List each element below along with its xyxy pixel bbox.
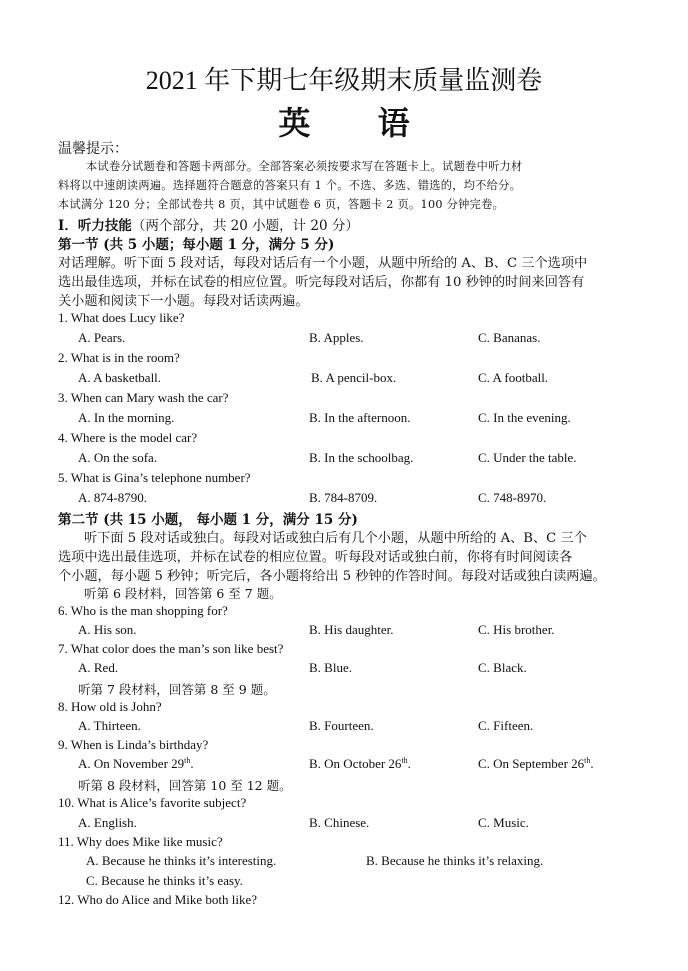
section1-heading: 第一节 (共 5 小题；每小题 1 分，满分 5 分) [58,237,335,253]
ordinal-suffix: th [401,756,408,765]
question-9-option-a [78,756,194,772]
question-12: 12. Who do Alice and Mike both like? [58,892,258,907]
notice-line-1: 本试卷分试题卷和答题卡两部分。全部答案必须按要求写在答题卡上。试题卷中听力材 [86,160,523,173]
question-2: 2. What is in the room? [58,350,180,365]
material-6-note: 听第 6 段材料，回答第 6 至 7 题。 [84,586,282,601]
question-6-option-c: C. His brother. [478,622,555,637]
question-5-option-c: C. 748-8970. [478,490,547,505]
exam-title: 2021 年下期七年级期末质量监测卷 [145,66,543,95]
part1-heading-main: I．听力技能 [58,218,132,234]
question-3: 3. When can Mary wash the car? [58,390,229,405]
question-10-option-a: A. English. [78,815,137,830]
notice-line-2: 料将以中速朗读两遍。选择题符合题意的答案只有 1 个。不选、多选、错选的，均不给分。 [58,179,522,192]
section1-instruction-2: 选出最佳选项，并标在试卷的相应位置。听完每段对话后，你都有 10 秒钟的时间来回答有 [58,275,585,290]
question-10-option-c: C. Music. [478,815,529,830]
question-11-option-b: B. Because he thinks it’s relaxing. [366,853,544,868]
question-11: 11. Why does Mike like music? [58,834,223,849]
period: . [407,756,411,771]
ordinal-suffix: th [184,756,191,765]
question-5: 5. What is Gina’s telephone number? [58,470,251,485]
section2-instruction-2: 选项中选出最佳选项，并标在试卷的相应位置。听每段对话或独白前，你将有时间阅读各 [58,550,573,565]
question-3-option-b: B. In the afternoon. [309,410,411,425]
notice-label: 温馨提示： [58,141,128,157]
question-8-option-c: C. Fifteen. [478,718,534,733]
question-6-option-a: A. His son. [78,622,137,637]
question-7: 7. What color does the man’s son like best? [58,641,284,656]
question-1-option-a: A. Pears. [78,330,126,345]
subject-title: 英 语 [278,104,438,142]
section2-instruction-1: 听下面 5 段对话或独白。每段对话或独白后有几个小题，从题中所给的 A、B、C 三个 [84,531,587,546]
question-9-option-a-text: A. On November 29 [78,756,185,771]
notice-line-3: 本试满分 120 分；全部试卷共 8 页，其中试题卷 6 页，答题卡 2 页。100 分钟完卷。 [58,198,505,211]
question-9-option-c [478,756,594,772]
question-4-option-b: B. In the schoolbag. [309,450,414,465]
question-11-option-c: C. Because he thinks it’s easy. [86,873,243,888]
question-10-option-b: B. Chinese. [309,815,370,830]
period: . [590,756,594,771]
section1-instruction-3: 关小题和阅读下一小题。每段对话读两遍。 [58,294,309,309]
question-9-option-b-text: B. On October 26 [309,756,402,771]
question-2-option-a: A. A basketball. [78,370,162,385]
question-2-option-b: B. A pencil-box. [311,370,397,385]
material-7-note: 听第 7 段材料，回答第 8 至 9 题。 [78,682,276,697]
question-6: 6. Who is the man shopping for? [58,603,228,618]
question-4-option-a: A. On the sofa. [78,450,158,465]
question-5-option-b: B. 784-8709. [309,490,378,505]
question-7-option-c: C. Black. [478,660,527,675]
question-7-option-b: B. Blue. [309,660,352,675]
part1-heading-sub: （两个部分，共 20 小题，计 20 分） [131,218,359,234]
question-8-option-a: A. Thirteen. [78,718,141,733]
question-3-option-a: A. In the morning. [78,410,175,425]
question-3-option-c: C. In the evening. [478,410,571,425]
question-9-option-b [309,756,411,772]
period: . [190,756,194,771]
question-4: 4. Where is the model car? [58,430,198,445]
section2-heading: 第二节 (共 15 小题， 每小题 1 分，满分 15 分) [58,512,358,528]
question-6-option-b: B. His daughter. [309,622,394,637]
question-8-option-b: B. Fourteen. [309,718,374,733]
question-4-option-c: C. Under the table. [478,450,577,465]
question-11-option-a: A. Because he thinks it’s interesting. [86,853,277,868]
question-9: 9. When is Linda’s birthday? [58,737,209,752]
question-9-option-c-text: C. On September 26 [478,756,585,771]
question-2-option-c: C. A football. [478,370,549,385]
question-1-option-b: B. Apples. [309,330,364,345]
question-10: 10. What is Alice’s favorite subject? [58,795,247,810]
ordinal-suffix: th [584,756,591,765]
section2-instruction-3: 个小题，每小题 5 秒钟；听完后，各小题将给出 5 秒钟的作答时间。每段对话或独白读两遍。 [58,569,606,584]
question-1: 1. What does Lucy like? [58,310,185,325]
question-8: 8. How old is John? [58,699,162,714]
question-5-option-a: A. 874-8790. [78,490,147,505]
question-1-option-c: C. Bananas. [478,330,541,345]
question-7-option-a: A. Red. [78,660,119,675]
part1-heading [58,214,359,234]
material-8-note: 听第 8 段材料，回答第 10 至 12 题。 [78,778,292,793]
section1-instruction-1: 对话理解。听下面 5 段对话，每段对话后有一个小题，从题中所给的 A、B、C 三个选项中 [58,256,588,271]
